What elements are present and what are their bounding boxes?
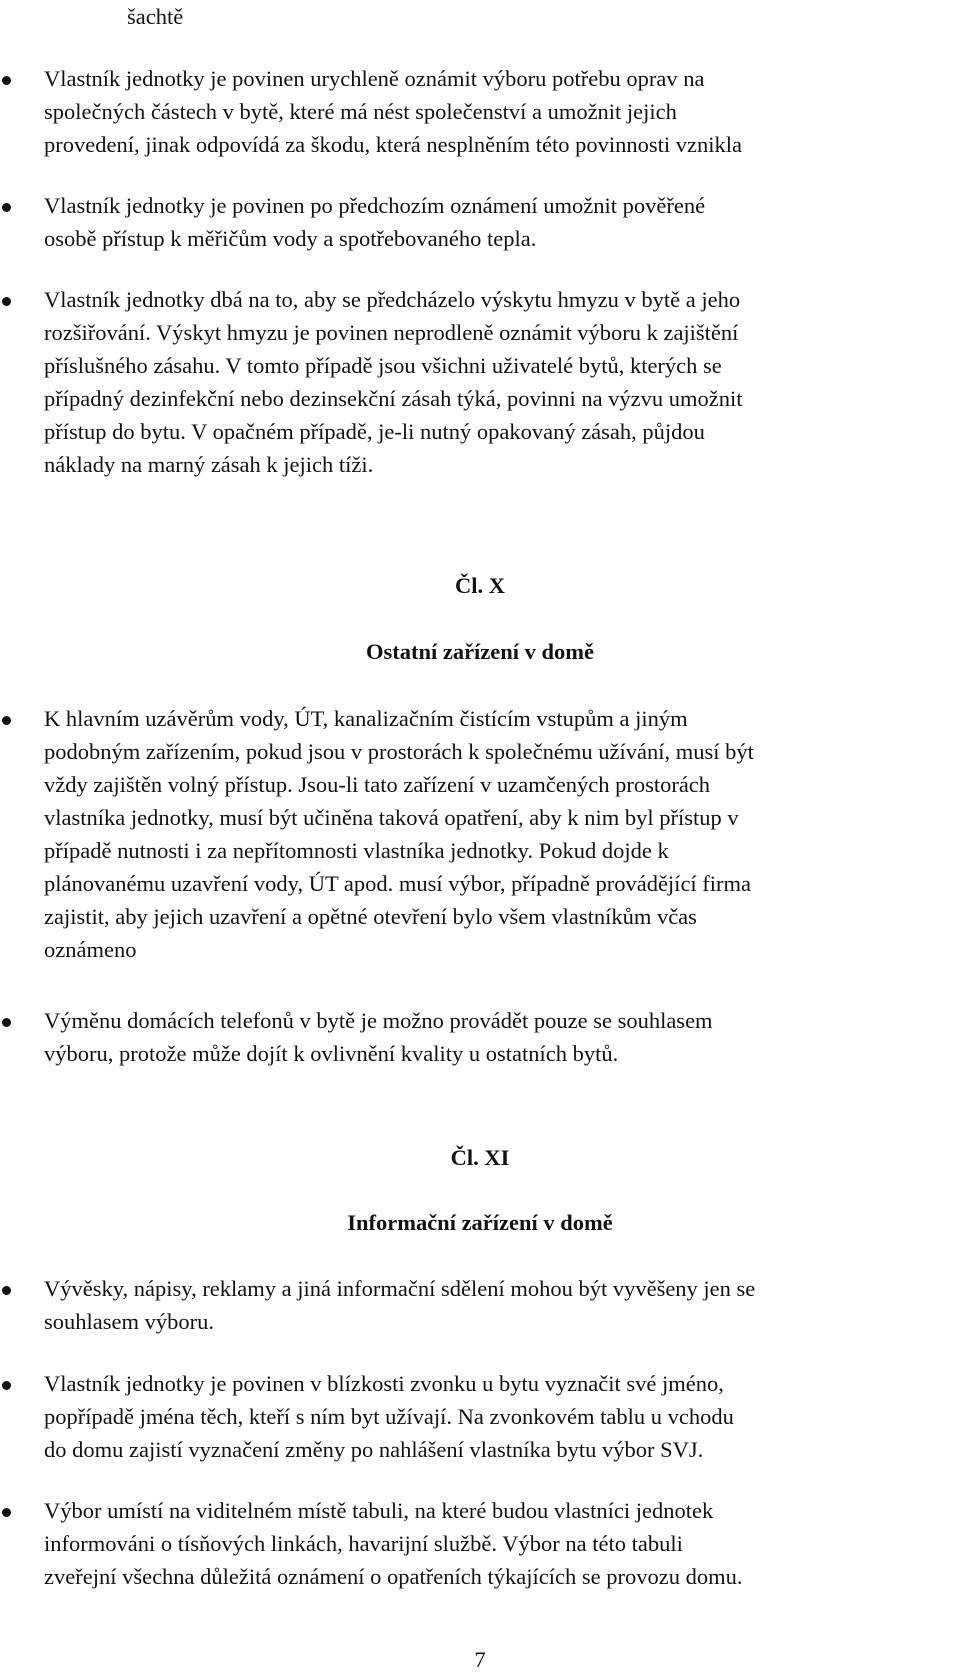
bullet-icon: [2, 203, 11, 212]
bullet-icon: [2, 1018, 11, 1027]
section-title: Informační zařízení v domě: [347, 1210, 613, 1235]
list-item-text: Vlastník jednotky je povinen po předchozím oznámení umožnit pověřené osobě přístup k měřičům vody a spotřebovaného tepla.: [44, 193, 706, 251]
section-number: Čl. X: [455, 573, 505, 598]
section-number: Čl. XI: [450, 1145, 510, 1170]
list-item-text: Vlastník jednotky je povinen v blízkosti zvonku u bytu vyznačit své jméno, popřípadě jména těch, kteří s ním byt užívají. Na zvonkovém tablu u vchodu do domu zajistí vyznačení změny po nahlášení vlastníka bytu výbor SVJ.: [44, 1371, 734, 1462]
section-title: Ostatní zařízení v domě: [365, 639, 595, 664]
bullet-icon: [2, 297, 11, 306]
list-item-text: Výměnu domácích telefonů v bytě je možno provádět pouze se souhlasem výboru, protože může dojít k ovlivnění kvality u ostatních bytů.: [44, 1008, 713, 1066]
continued-text-fragment: šachtě: [127, 4, 184, 29]
page-number: 7: [474, 1647, 486, 1672]
list-item-text: Výbor umístí na viditelném místě tabuli, na které budou vlastníci jednotek informováni o tísňových linkách, havarijní službě. Výbor na této tabuli zveřejní všechna důležitá oznámení o opatřeních týkajících se provozu domu.: [44, 1498, 743, 1589]
bullet-icon: [2, 76, 11, 85]
list-item-text: Vlastník jednotky dbá na to, aby se předcházelo výskytu hmyzu v bytě a jeho rozšiřování. Výskyt hmyzu je povinen neprodleně oznámit výboru k zajištění příslušného zásahu. V tomto případě jsou všichni uživatelé bytů, kterých se případný dezinfekční nebo dezinsekční zásah týká, povinni na výzvu umožnit přístup do bytu. V opačném případě, je-li nutný opakovaný zásah, půjdou náklady na marný zásah k jejich tíži.: [44, 287, 743, 477]
list-item-text: Vývěsky, nápisy, reklamy a jiná informační sdělení mohou být vyvěšeny jen se souhlasem výboru.: [44, 1276, 756, 1334]
list-item-text: K hlavním uzávěrům vody, ÚT, kanalizačním čistícím vstupům a jiným podobným zařízením, pokud jsou v prostorách k společnému užívání, musí být vždy zajištěn volný přístup. Jsou-li tato zařízení v uzamčených prostorách vlastníka jednotky, musí být učiněna taková opatření, aby k nim byl přístup v případě nutnosti i za nepřítomnosti vlastníka jednotky. Pokud dojde k plánovanému uzavření vody, ÚT apod. musí výbor, případně provádějící firma zajistit, aby jejich uzavření a opětné otevření bylo všem vlastníkům včas oznámeno: [44, 706, 754, 962]
bullet-icon: [2, 1508, 11, 1517]
list-item-text: Vlastník jednotky je povinen urychleně oznámit výboru potřebu oprav na společných částech v bytě, které má nést společenství a umožnit jejich provedení, jinak odpovídá za škodu, která nesplněním této povinnosti vznikla: [44, 66, 742, 157]
bullet-icon: [2, 716, 11, 725]
bullet-icon: [2, 1286, 11, 1295]
bullet-icon: [2, 1381, 11, 1390]
